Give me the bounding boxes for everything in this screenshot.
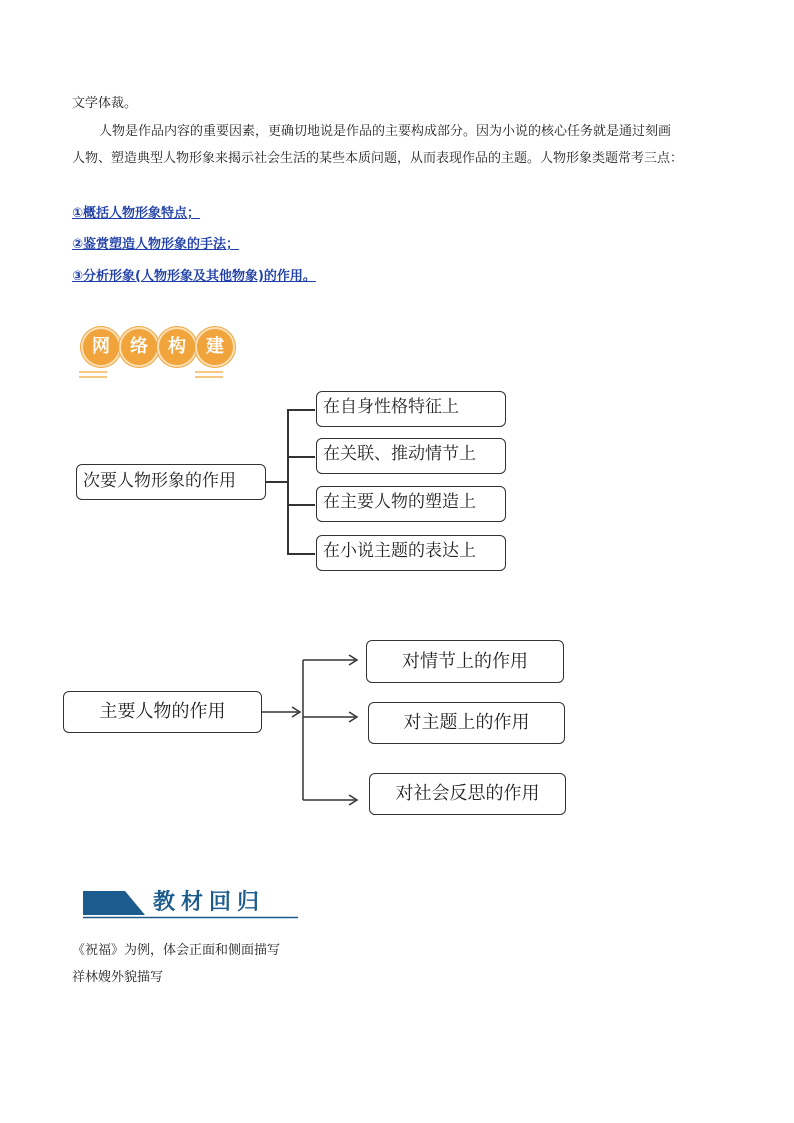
connector-root — [266, 481, 288, 483]
main-root-box: 主要人物的作用 — [63, 691, 262, 733]
secondary-branch-3: 在主要人物的塑造上 — [316, 486, 506, 522]
main-branch-2: 对主题上的作用 — [368, 702, 565, 744]
network-build-badge — [77, 327, 237, 381]
secondary-branch-2: 在关联、推动情节上 — [316, 438, 506, 474]
footer-line-2: 祥林嫂外貌描写 — [72, 970, 164, 985]
paragraph-line-2: 人物、塑造典型人物形象来揭示社会生活的某些本质问题，从而表现作品的主题。人物形象类题常考三点： — [72, 151, 684, 166]
badge-char-4: 建 — [195, 327, 235, 367]
main-branch-3: 对社会反思的作用 — [369, 773, 566, 815]
badge-underline-4 — [195, 376, 223, 378]
secondary-branch-4: 在小说主题的表达上 — [316, 535, 506, 571]
arrow-root-head — [292, 707, 300, 717]
point-link-1[interactable]: ①概括人物形象特点； — [72, 206, 201, 221]
main-branch-1: 对情节上的作用 — [366, 640, 564, 683]
secondary-branch-1: 在自身性格特征上 — [316, 391, 506, 427]
badge-char-1: 网 — [81, 327, 121, 367]
paragraph-line-1: 人物是作品内容的重要因素，更确切地说是作品的主要构成部分。因为小说的核心任务就是通过刻画 — [99, 124, 672, 139]
connector-branch-3 — [287, 504, 315, 506]
badge-char-2: 络 — [119, 327, 159, 367]
section-header-textbook-review — [83, 889, 298, 921]
arrow-branch-1-head — [349, 655, 357, 665]
footer-line-1: 《祝福》为例，体会正面和侧面描写 — [72, 943, 281, 958]
connector-branch-1 — [287, 409, 315, 411]
badge-underline-1 — [79, 371, 107, 373]
connector-branch-4 — [287, 553, 315, 555]
badge-underline-3 — [195, 371, 223, 373]
arrow-branch-3-head — [349, 795, 357, 805]
connector-trunk — [287, 409, 289, 554]
point-link-3[interactable]: ③分析形象(人物形象及其他物象)的作用。 — [72, 269, 316, 284]
arrow-branch-2-head — [349, 712, 357, 722]
section-title: 教材回归 — [153, 889, 266, 915]
badge-underline-2 — [79, 376, 107, 378]
point-link-2[interactable]: ②鉴赏塑造人物形象的手法； — [72, 237, 240, 252]
secondary-root-box: 次要人物形象的作用 — [76, 464, 266, 500]
badge-char-3: 构 — [157, 327, 197, 367]
connector-branch-2 — [287, 456, 315, 458]
intro-line: 文学体裁。 — [72, 96, 138, 111]
